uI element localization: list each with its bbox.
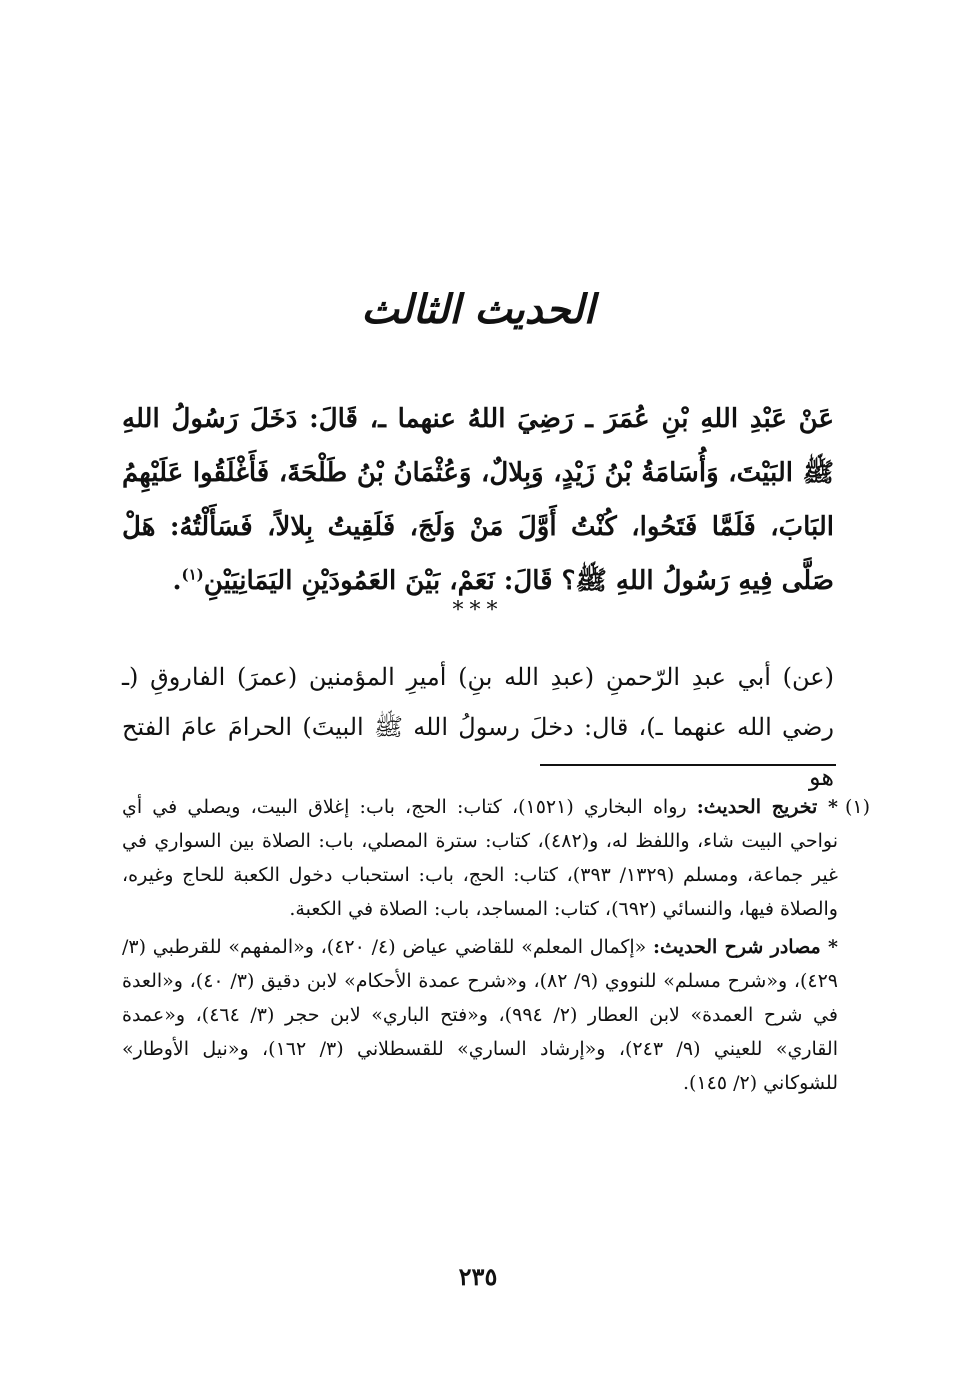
footnote-divider: [540, 764, 836, 766]
sources-heading: * مصادر شرح الحديث:: [653, 936, 838, 958]
footnote-marker: (١): [844, 796, 870, 818]
hadith-text-block: [122, 392, 834, 608]
sources-text: «إكمال المعلم» للقاضي عياض (٤/ ٤٢٠)، و«المفهم» للقرطبي (٣/ ٤٢٩)، و«شرح مسلم» للنووي (٩/ ٨٢)، و«شرح عمدة الأحكام» لابن دقيق (٣/ ٤٠)، و«العدة في شرح العمدة» لابن العطار (٢/ ٩٩٤)، و«فتح الباري» لابن حجر (٣/ ٤٦٤)، و«عمدة القاري» للعيني (٩/ ٢٤٣)، و«إرشاد الساري» للقسطلاني (٣/ ١٦٢)، و«نيل الأوطار» للشوكاني (٢/ ١٤٥).: [122, 936, 838, 1094]
takhrij-text: رواه البخاري (١٥٢١)، كتاب: الحج، باب: إغلاق البيت، ويصلي في أي نواحي البيت شاء، واللفظ له، و(٤٨٢)، كتاب: سترة المصلي، باب: الصلاة بين السواري في غير جماعة، ومسلم (١٣٢٩/ ٣٩٣)، كتاب: الحج، باب: استحباب دخول الكعبة للحاج وغيره، والصلاة فيها، والنسائي (٦٩٢)، كتاب: المساجد، باب: الصلاة في الكعبة.: [122, 796, 838, 920]
sources-paragraph: [122, 930, 838, 1100]
page-number: ٢٣٥: [458, 1262, 498, 1291]
takhrij-paragraph: [122, 790, 838, 926]
takhrij-heading: * تخريج الحديث:: [696, 796, 838, 818]
hadith-text: عَنْ عَبْدِ اللهِ بْنِ عُمَرَ ـ رَضِيَ اللهُ عنهما ـ، قَالَ: دَخَلَ رَسُولُ اللهِ ﷺ البَيْتَ، وَأُسَامَةُ بْنُ زَيْدٍ، وَبِلالٌ، وَعُثْمَانُ بْنُ طَلْحَةَ، فَأَغْلَقُوا عَلَيْهِمُ البَابَ، فَلَمَّا فَتَحُوا، كُنْتُ أَوَّلَ مَنْ وَلَجَ، فَلَقِيتُ بِلالاً، فَسَأَلْتُهُ: هَلْ صَلَّى فِيهِ رَسُولُ اللهِ ﷺ؟ قَالَ: نَعَمْ، بَيْنَ العَمُودَيْنِ اليَمَانِيَيْنِ: [122, 404, 834, 596]
chapter-title: الحديث الثالث: [361, 286, 595, 333]
commentary-text: (عن) أبي عبدِ الرّحمنِ (عبدِ الله بنِ) أميرِ المؤمنين (عمرَ) الفاروقِ (ـ رضي الله عنهما ـ)، قال: دخلَ رسولُ الله ﷺ البيتَ) الحرامَ عامَ الفتح هو: [122, 663, 834, 791]
section-separator: ***: [452, 598, 504, 623]
footnote-block: [122, 790, 838, 1100]
hadith-footnote-reference[interactable]: (١): [181, 565, 204, 584]
hadith-end-mark: .: [172, 566, 182, 596]
